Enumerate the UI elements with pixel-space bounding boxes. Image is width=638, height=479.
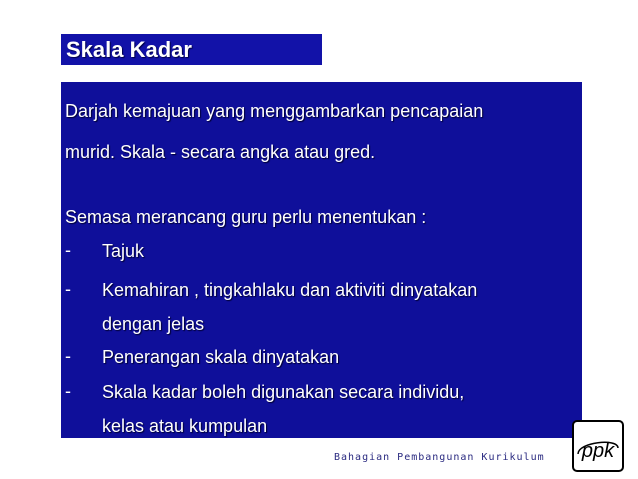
bullet-dash: - (65, 279, 71, 299)
bullet-item-tajuk: Tajuk (102, 241, 145, 261)
slide-title: Skala Kadar (66, 37, 192, 62)
logo-text: ppk (581, 440, 615, 462)
bullet-item-penerangan: Penerangan skala dinyatakan (102, 347, 340, 367)
footer-text: Bahagian Pembangunan Kurikulum (334, 452, 545, 463)
bullet-item-kemahiran-cont: dengan jelas (102, 314, 205, 334)
definition-line-2: murid. Skala - secara angka atau gred. (65, 142, 376, 162)
definition-line-1: Darjah kemajuan yang menggambarkan pencapaian (65, 101, 484, 121)
bullet-dash: - (65, 381, 71, 401)
bullet-dash: - (65, 346, 71, 366)
ppk-logo (570, 418, 626, 474)
bullet-item-kemahiran: Kemahiran , tingkahlaku dan aktiviti dinyatakan (102, 280, 478, 300)
bullet-item-skala-kadar: Skala kadar boleh digunakan secara individu, (102, 382, 465, 402)
planning-intro: Semasa merancang guru perlu menentukan : (65, 207, 427, 227)
bullet-item-skala-kadar-cont: kelas atau kumpulan (102, 416, 268, 436)
bullet-dash: - (65, 240, 71, 260)
